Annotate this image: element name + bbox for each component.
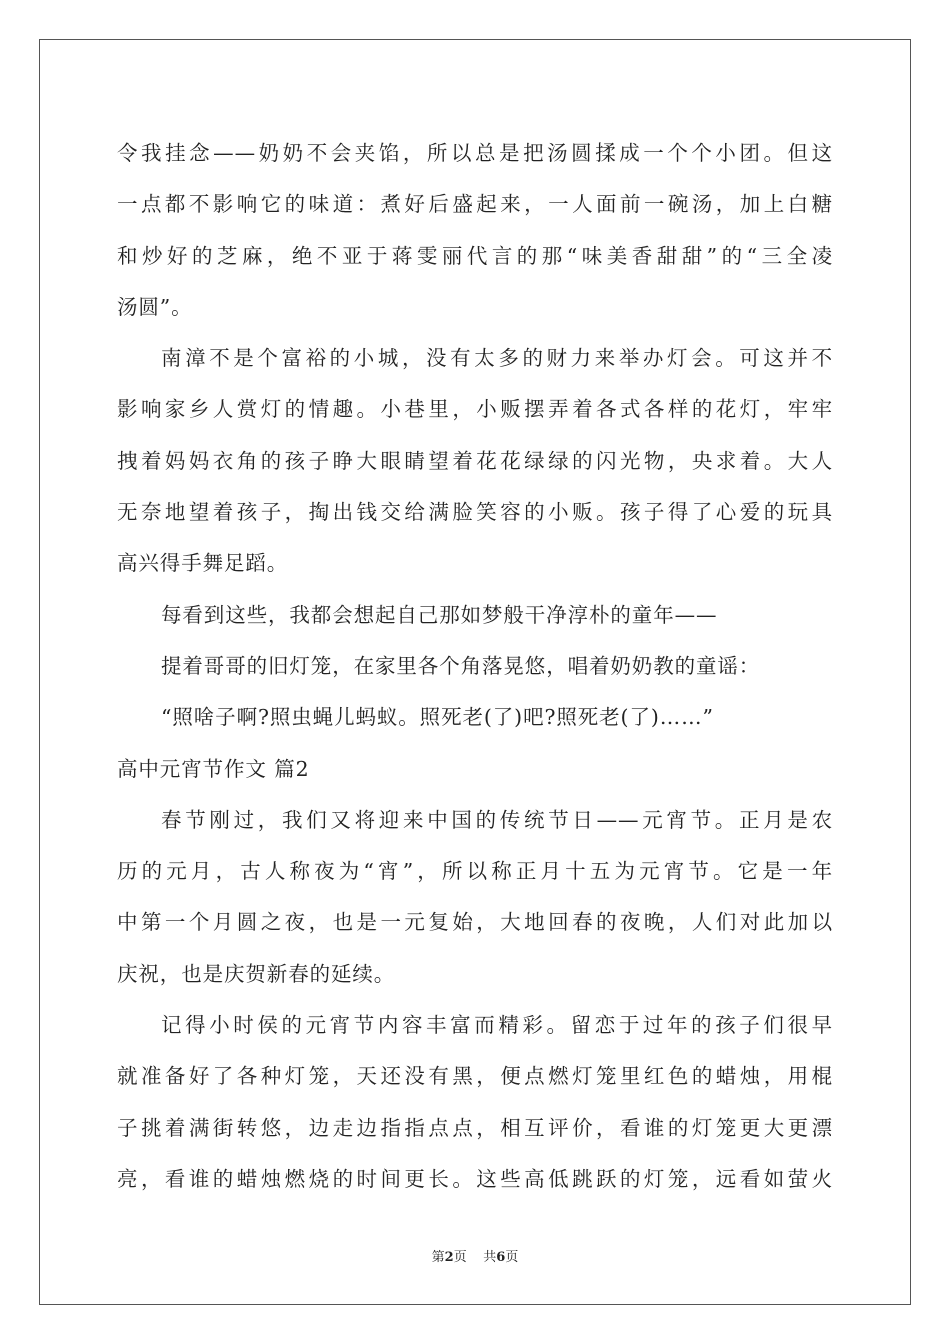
text-line: 和炒好的芝麻，绝不亚于蒋雯丽代言的那“味美香甜甜”的“三全凌 [117,243,833,268]
text-line: 汤圆”。 [117,294,193,319]
text-line: 高兴得手舞足蹈。 [117,551,289,576]
text-line: 亮，看谁的蜡烛燃烧的时间更长。这些高低跳跃的灯笼，远看如萤火 [117,1166,833,1191]
text-line: 就准备好了各种灯笼，天还没有黑，便点燃灯笼里红色的蜡烛，用棍 [117,1064,833,1089]
text-line: 提着哥哥的旧灯笼，在家里各个角落晃悠，唱着奶奶教的童谣： [161,653,761,678]
page-suffix: 页 [453,1250,467,1265]
text-line: 高中元宵节作文 篇2 [117,756,310,781]
text-line: 令我挂念——奶奶不会夹馅，所以总是把汤圆揉成一个个小团。但这 [117,141,833,165]
text-line: 春节刚过，我们又将迎来中国的传统节日——元宵节。正月是农 [161,807,833,832]
text-line: 历的元月，古人称夜为“宵”，所以称正月十五为元宵节。它是一年 [117,859,833,884]
text-line: 每看到这些，我都会想起自己那如梦般干净淳朴的童年—— [161,602,718,627]
text-line: 南漳不是个富裕的小城，没有太多的财力来举办灯会。可这并不 [161,346,833,371]
total-suffix: 页 [505,1250,519,1265]
text-line: 影响家乡人赏灯的情趣。小巷里，小贩摆弄着各式各样的花灯，牢牢 [117,397,833,422]
document-body [117,128,833,1205]
text-line: 子挑着满街转悠，边走边指指点点，相互评价，看谁的灯笼更大更漂 [117,1115,833,1140]
total-prefix: 共 [483,1250,497,1265]
text-line: 无奈地望着孩子，掏出钱交给满脸笑容的小贩。孩子得了心爱的玩具 [117,500,833,525]
text-line: 拽着妈妈衣角的孩子睁大眼睛望着花花绿绿的闪光物，央求着。大人 [117,448,833,473]
text-line: 一点都不影响它的味道：煮好后盛起来，一人面前一碗汤，加上白糖 [117,192,833,217]
page-footer [0,1246,950,1265]
page-prefix: 第 [431,1250,445,1265]
text-line: 中第一个月圆之夜，也是一元复始，大地回春的夜晚，人们对此加以 [117,910,833,935]
text-line: 记得小时侯的元宵节内容丰富而精彩。留恋于过年的孩子们很早 [161,1013,833,1038]
text-line: “照啥子啊?照虫蝇儿蚂蚁。照死老(了)吧?照死老(了)……” [161,705,714,730]
total-pages: 6 [496,1250,506,1265]
text-line: 庆祝，也是庆贺新春的延续。 [117,961,396,986]
page-number: 2 [444,1250,454,1265]
